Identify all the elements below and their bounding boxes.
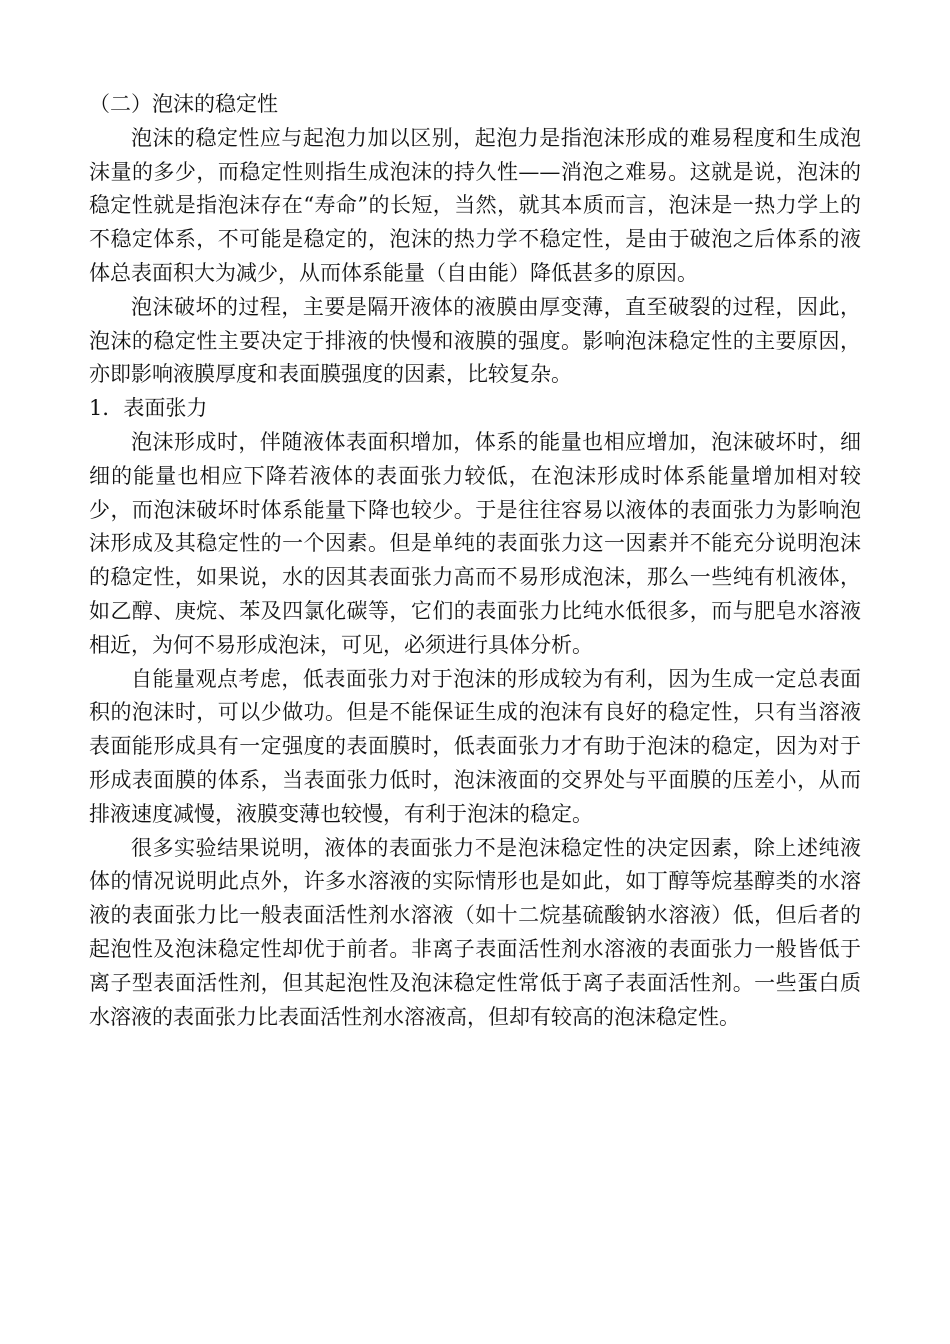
paragraph: 泡沫形成时，伴随液体表面积增加，体系的能量也相应增加，泡沫破坏时，细细的能量也相应下降若液体的表面张力较低，在泡沫形成时体系能量增加相对较少，而泡沫破坏时体系能量下降也较少。于是往往容易以液体的表面张力为影响泡沫形成及其稳定性的一个因素。但是单纯的表面张力这一因素并不能充分说明泡沫的稳定性，如果说，水的因其表面张力高而不易形成泡沫，那么一些纯有机液体，如乙醇、庚烷、苯及四氯化碳等，它们的表面张力比纯水低很多，而与肥皂水溶液相近，为何不易形成泡沫，可见，必须进行具体分析。 [89,429,861,657]
subsection-heading: 1．表面张力 [89,396,208,421]
paragraph: 自能量观点考虑，低表面张力对于泡沫的形成较为有利，因为生成一定总表面积的泡沫时，可以少做功。但是不能保证生成的泡沫有良好的稳定性，只有当溶液表面能形成具有一定强度的表面膜时，低表面张力才有助于泡沫的稳定，因为对于形成表面膜的体系，当表面张力低时，泡沫液面的交界处与平面膜的压差小，从而排液速度减慢，液膜变薄也较慢，有利于泡沫的稳定。 [89,666,861,826]
paragraph: 泡沫的稳定性应与起泡力加以区别，起泡力是指泡沫形成的难易程度和生成泡沫量的多少，而稳定性则指生成泡沫的持久性——消泡之难易。这就是说，泡沫的稳定性就是指泡沫存在“寿命”的长短，当然，就其本质而言，泡沫是一热力学上的不稳定体系，不可能是稳定的，泡沫的热力学不稳定性，是由于破泡之后体系的液体总表面积大为减少，从而体系能量（自由能）降低甚多的原因。 [89,125,861,285]
section-heading: （二）泡沫的稳定性 [89,92,278,116]
paragraph: 很多实验结果说明，液体的表面张力不是泡沫稳定性的决定因素，除上述纯液体的情况说明此点外，许多水溶液的实际情形也是如此，如丁醇等烷基醇类的水溶液的表面张力比一般表面活性剂水溶液（如十二烷基硫酸钠水溶液）低，但后者的起泡性及泡沫稳定性却优于前者。非离子表面活性剂水溶液的表面张力一般皆低于离子型表面活性剂，但其起泡性及泡沫稳定性常低于离子表面活性剂。一些蛋白质水溶液的表面张力比表面活性剂水溶液高，但却有较高的泡沫稳定性。 [89,835,861,1029]
paragraph: 泡沫破坏的过程，主要是隔开液体的液膜由厚变薄，直至破裂的过程，因此，泡沫的稳定性主要决定于排液的快慢和液膜的强度。影响泡沫稳定性的主要原因，亦即影响液膜厚度和表面膜强度的因素，比较复杂。 [89,294,861,387]
document-body [89,88,861,1034]
